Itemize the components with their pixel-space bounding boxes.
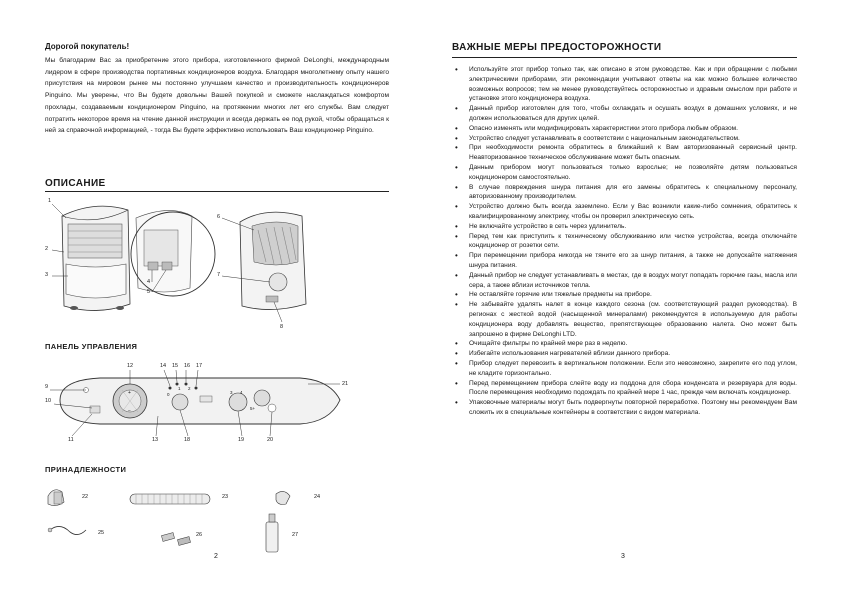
exhaust-hose-drawing xyxy=(130,494,210,504)
callout-2: 2 xyxy=(45,246,49,252)
hose-connector-drawing xyxy=(276,491,290,504)
list-item: • Данным прибором могут пользоваться только взрослые; не позволяйте детям пользоваться кондиционером самостоятельно. xyxy=(455,162,797,181)
accessory-callout-27: 27 xyxy=(292,532,299,538)
bullet-icon: • xyxy=(455,221,458,231)
accessory-callout-24: 24 xyxy=(314,494,321,500)
anti-scale-bottle-drawing xyxy=(266,514,278,552)
list-item: • Прибор следует перевозить в вертикальном положении. Если это невозможно, закрепите его под углом, не кладите горизонтально. xyxy=(455,358,797,377)
panel-callout-20: 20 xyxy=(267,437,274,443)
bullet-icon: • xyxy=(455,251,458,261)
precautions-list xyxy=(455,65,797,418)
accessory-callout-25: 25 xyxy=(98,530,105,536)
page-number-right: 3 xyxy=(621,553,625,560)
panel-mark-2: 2 xyxy=(188,386,191,391)
front-unit-drawing xyxy=(62,206,130,310)
panel-callout-12: 12 xyxy=(127,363,134,369)
accessory-callout-23: 23 xyxy=(222,494,229,500)
bullet-icon: • xyxy=(455,231,458,241)
control-panel-title: ПАНЕЛЬ УПРАВЛЕНИЯ xyxy=(45,342,138,351)
list-item: • Очищайте фильтры по крайней мере раз в неделю. xyxy=(455,339,628,349)
bullet-icon: • xyxy=(455,339,458,349)
callout-8: 8 xyxy=(280,324,284,330)
list-item: • Не включайте устройство в сеть через удлинитель. xyxy=(455,221,627,231)
bullet-icon: • xyxy=(455,143,458,153)
bullet-icon: • xyxy=(455,358,458,368)
bullet-icon: • xyxy=(455,349,458,359)
panel-callout-11: 11 xyxy=(68,437,74,443)
panel-callout-13: 13 xyxy=(152,437,159,443)
page-number-left: 2 xyxy=(214,553,218,560)
panel-mark-0: 0 xyxy=(167,392,170,397)
accessory-callout-26: 26 xyxy=(196,532,203,538)
control-panel-illustration xyxy=(40,360,390,446)
list-item: • Устройство следует устанавливать в соответствии с национальным законодательством. xyxy=(455,133,740,143)
callout-4: 4 xyxy=(147,279,151,285)
list-item: • Перед тем как приступить к техническому обслуживанию или чистке устройства, всегда отключайте кондиционер от розетки сети. xyxy=(455,231,797,250)
bullet-icon: • xyxy=(455,378,458,388)
list-item: • Данный прибор не следует устанавливать в местах, где в воздух могут попадать горючие газы, масла или сера, а также вблизи источников тепла. xyxy=(455,270,797,289)
panel-callout-14: 14 xyxy=(160,363,167,369)
list-item: • При перемещении прибора никогда не тяните его за шнур питания, а также не допускайте натяжения шнура питания. xyxy=(455,251,797,269)
bullet-icon: • xyxy=(455,182,458,192)
bullet-icon: • xyxy=(455,133,458,143)
callout-7: 7 xyxy=(217,272,221,278)
accessories-illustration xyxy=(40,478,385,558)
rear-unit-drawing xyxy=(240,212,306,309)
panel-callout-9: 9 xyxy=(45,384,49,390)
drain-tube-drawing xyxy=(48,526,86,534)
bullet-icon: • xyxy=(455,65,458,74)
precautions-rule xyxy=(452,57,797,58)
panel-mark-4: 4 xyxy=(240,390,243,395)
panel-mark-3: 3 xyxy=(230,390,233,395)
list-item: • Не забывайте удалять налет в конце каждого сезона (см. соответствующий раздел руководства). В регионах с жесткой водой (насыщенной минералами) рекомендуется в используемую для работы кондиционера воду добавлять вещество, препятствующее образованию налета. Оно может быть запрошено в фирме DeLonghi LTD. xyxy=(455,300,797,338)
list-item: • Избегайте использования нагревателей вблизи данного прибора. xyxy=(455,349,671,359)
panel-callout-21: 21 xyxy=(342,381,349,387)
bullet-icon: • xyxy=(455,398,458,408)
list-item: • Опасно изменять или модифицировать характеристики этого прибора любым образом. xyxy=(455,123,739,133)
greeting-title: Дорогой покупатель! xyxy=(45,42,130,51)
wall-fittings-drawing xyxy=(161,533,190,546)
list-item: • В случае повреждения шнура питания для его замены обратитесь к специальному персоналу, авторизованному производителем. xyxy=(455,182,797,201)
panel-callout-16: 16 xyxy=(184,363,191,369)
callout-6: 6 xyxy=(217,214,221,220)
bullet-icon: • xyxy=(455,270,458,280)
bullet-icon: • xyxy=(455,123,458,133)
product-description-illustration xyxy=(40,196,390,336)
panel-callout-18: 18 xyxy=(184,437,191,443)
list-item: • Упаковочные материалы могут быть подвергнуты повторной переработке. Поэтому мы рекомендуем Вам сложить их в специальные контейнеры в соответствии с видом материала. xyxy=(455,398,797,416)
list-item: • При необходимости ремонта обратитесь в ближайший к Вам авторизованный сервисный центр. Неавторизованное техническое обслуживание может быть опасным. xyxy=(455,143,797,162)
list-item: • Не оставляйте горячие или тяжелые предметы на приборе. xyxy=(455,290,652,300)
panel-callout-15: 15 xyxy=(172,363,179,369)
panel-mark-5plus: 5+ xyxy=(250,406,256,411)
description-rule xyxy=(45,191,389,192)
list-item: • Данный прибор изготовлен для того, чтобы охлаждать и осушать воздух в домашних условиях, и не должен использоваться для других целей. xyxy=(455,104,797,122)
precautions-title: ВАЖНЫЕ МЕРЫ ПРЕДОСТОРОЖНОСТИ xyxy=(452,42,662,53)
list-item: • Перед перемещением прибора слейте воду из поддона для сбора конденсата и резервуара для воды. После перемещения необходимо подождать по крайней мере 1 час, прежде чем включать кондиционер. xyxy=(455,378,797,397)
list-item: • Устройство должно быть всегда заземлено. Если у Вас возникли какие-либо сомнения, обратитесь к квалифицированному электрику, чтобы он проверил электрическую сеть. xyxy=(455,202,797,220)
panel-mark-1: 1 xyxy=(178,386,181,391)
panel-callout-10: 10 xyxy=(45,398,52,404)
intro-paragraph: Мы благодарим Вас за приобретение этого прибора, изготовленного фирмой DeLonghi, международным лидером в сфере производства портативных кондиционеров воздуха. Благодаря многолетнему опыту нашего присутствия на мировом рынке мы постоянно улучшаем качество и производительность кондиционеров Pinguino. Мы уверены, что Вы будете довольны Вашей покупкой и сможете наслаждаться комфортом прохлады, создаваемым кондиционером Pinguino, на протяжении многих лет его службы. Вам следует потратить некоторое время на чтение данной инструкции и всегда держать ее под рукой, чтобы обращаться к ней за справочной информацией, - тогда Вы будете эффективно использовать Ваш кондиционер Pinguino. xyxy=(45,57,389,135)
bullet-icon: • xyxy=(455,290,458,300)
bullet-icon: • xyxy=(455,162,458,172)
bullet-icon: • xyxy=(455,300,458,310)
bullet-icon: • xyxy=(455,104,458,114)
list-item: • Используйте этот прибор только так, как описано в этом руководстве. Как и при обращении с любыми электрическими приборами, эти рекомендации учитывают ответы на как можно большее количество возможных вопросов; тем не менее руководствуйтесь осторожностью и здравым смыслом при работе и установке этого кондиционера воздуха. xyxy=(455,65,797,103)
bullet-icon: • xyxy=(455,202,458,212)
callout-1: 1 xyxy=(48,198,52,204)
panel-callout-19: 19 xyxy=(238,437,245,443)
description-title: ОПИСАНИЕ xyxy=(45,178,106,189)
window-adapter-drawing xyxy=(48,490,64,506)
accessories-title: ПРИНАДЛЕЖНОСТИ xyxy=(45,465,127,474)
callout-3: 3 xyxy=(45,272,49,278)
panel-callout-17: 17 xyxy=(196,363,203,369)
accessory-callout-22: 22 xyxy=(82,494,89,500)
panel-mark-minus: − xyxy=(128,408,131,414)
panel-mark-plus: + xyxy=(128,390,131,396)
callout-5: 5 xyxy=(147,289,151,295)
